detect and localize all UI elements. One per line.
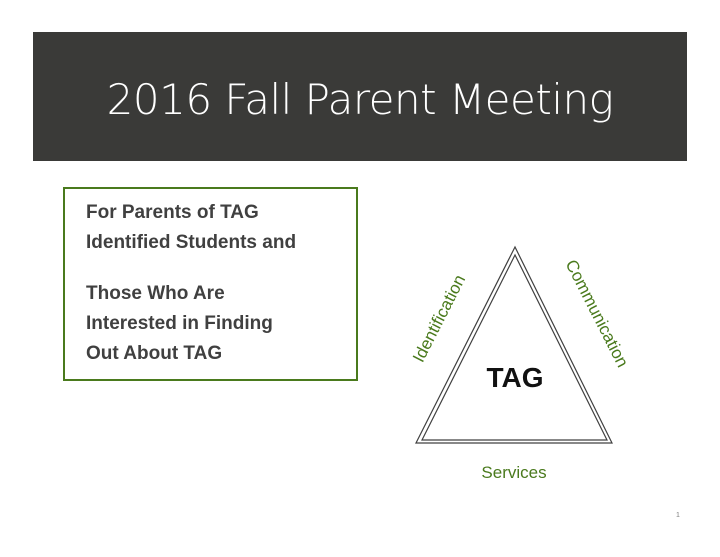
info-paragraph-2 bbox=[86, 279, 273, 369]
identification-label: Identification bbox=[408, 271, 470, 366]
communication-label: Communication bbox=[561, 256, 633, 371]
info-line-1: For Parents of TAG bbox=[86, 202, 259, 223]
slide-title: 2016 Fall Parent Meeting bbox=[106, 75, 614, 124]
info-paragraph-1 bbox=[86, 198, 296, 258]
tag-triangle-diagram bbox=[380, 235, 660, 495]
info-line-2: Identified Students and bbox=[86, 232, 297, 253]
services-label: Services bbox=[481, 463, 547, 482]
slide-number: 1 bbox=[676, 512, 680, 519]
info-line-3: Those Who Are bbox=[86, 283, 225, 304]
info-line-5: Out About TAG bbox=[86, 343, 223, 364]
tag-center-label: TAG bbox=[486, 362, 544, 393]
info-line-4: Interested in Finding bbox=[86, 313, 273, 334]
